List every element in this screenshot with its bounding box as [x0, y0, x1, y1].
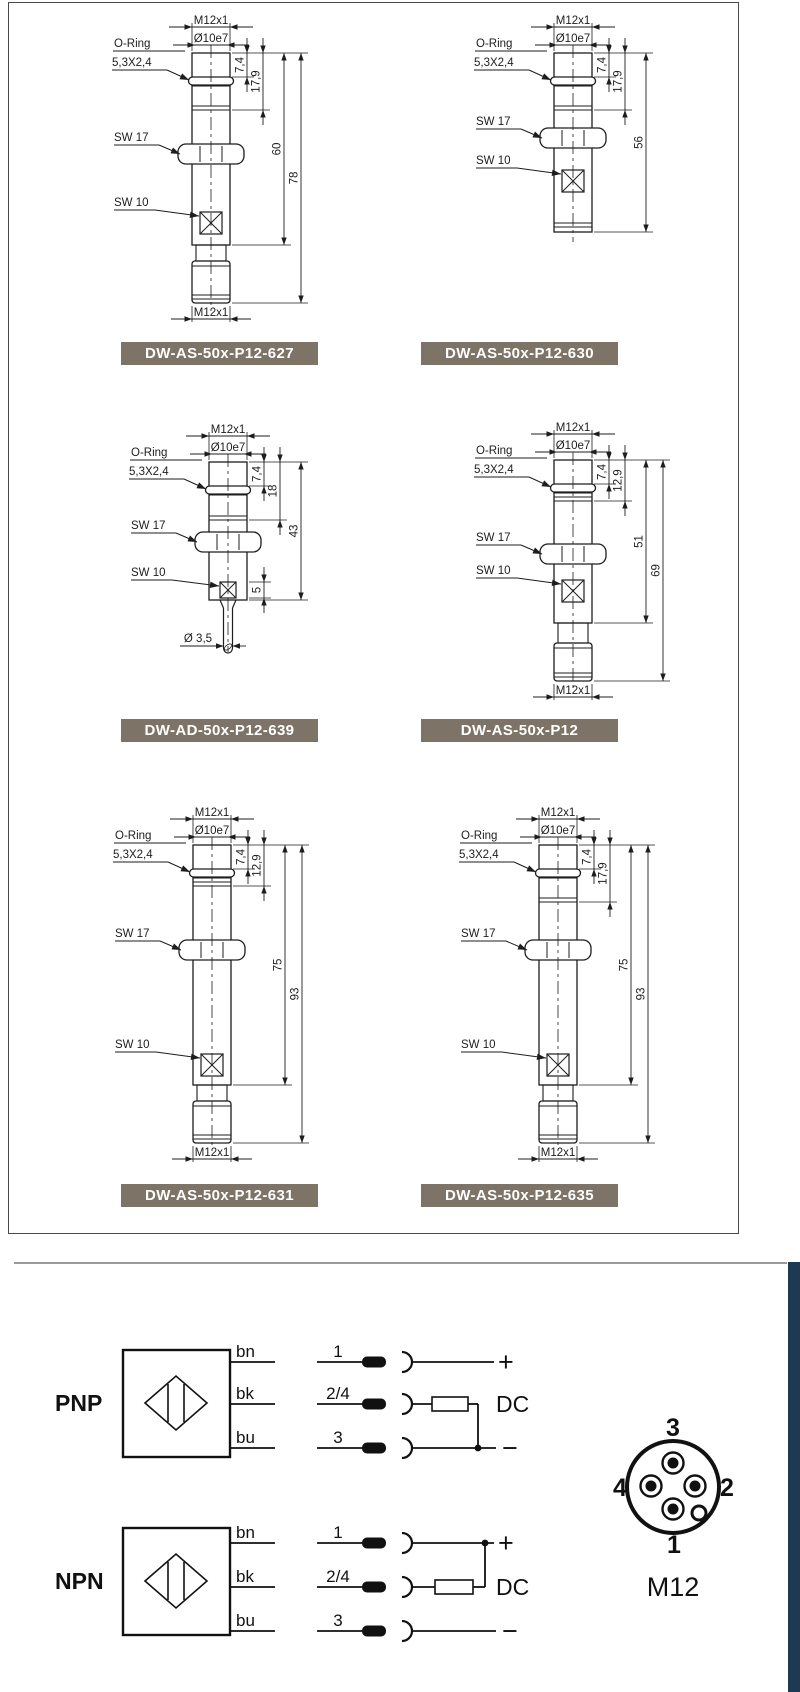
model-label-bar: DW-AS-50x-P12: [421, 719, 618, 742]
oring-label-2: 5,3X2,4: [459, 849, 499, 861]
cable-dia-label: Ø 3,5: [183, 633, 213, 645]
dim-label: 7,4: [234, 57, 247, 73]
dim-label: 93: [289, 987, 302, 1001]
crimp-contact-icon: [362, 1538, 386, 1549]
oring-label-1: O-Ring: [476, 445, 513, 457]
top-thread-label: M12x1: [540, 807, 576, 819]
dim-label: 17,9: [612, 70, 625, 93]
sw10-label: SW 10: [114, 197, 149, 209]
crimp-contact-icon: [362, 1626, 386, 1637]
model-label-bar: DW-AS-50x-P12-631: [121, 1184, 318, 1207]
sw17-label: SW 17: [131, 520, 166, 532]
top-thread-label: M12x1: [555, 422, 591, 434]
minus-sign: −: [502, 1433, 518, 1463]
dim-label: 7,4: [235, 849, 248, 865]
load-resistor-icon: [432, 1397, 468, 1411]
section-divider: [14, 1262, 787, 1264]
top-thread-label: M12x1: [210, 424, 246, 436]
wire-label-bk: bk: [236, 1384, 254, 1403]
keying-notch-icon: [692, 1506, 706, 1520]
pnp-wiring-diagram: [30, 1340, 560, 1470]
top-thread-label: M12x1: [555, 15, 591, 27]
wire-label-bn: bn: [236, 1523, 255, 1542]
crimp-contact-icon: [362, 1399, 386, 1410]
dim-label: 7,4: [581, 849, 594, 865]
dim-label: 78: [288, 171, 301, 185]
dim-label: 17,9: [597, 862, 610, 885]
oring-label-1: O-Ring: [461, 830, 498, 842]
sensor-symbol-icon: [145, 1554, 207, 1608]
crimp-contact-icon: [362, 1582, 386, 1593]
sw17-label: SW 17: [476, 532, 511, 544]
sw10-label: SW 10: [131, 567, 166, 579]
sensor-diagram-dw-as-50x-p12-631: [91, 745, 361, 1183]
sensor-diagram-dw-ad-50x-p12-639: [107, 382, 377, 717]
sw10-label: SW 10: [115, 1039, 150, 1051]
npn-wiring-diagram: [30, 1518, 560, 1648]
bottom-thread-label: M12x1: [555, 685, 591, 697]
crimp-contact-icon: [362, 1357, 386, 1368]
dim-label: 93: [635, 987, 648, 1001]
pin-1-label: 1: [667, 1531, 681, 1559]
pin-4-label: 4: [613, 1474, 627, 1502]
dim-label: 60: [271, 142, 284, 156]
socket-arc-icon: [402, 1621, 412, 1641]
sensor-box: [123, 1528, 230, 1635]
sw17-label: SW 17: [461, 928, 496, 940]
page-edge-strip: [788, 1262, 800, 1692]
model-label-bar: DW-AD-50x-P12-639: [121, 719, 318, 742]
npn-label: NPN: [55, 1568, 104, 1594]
model-label-bar: DW-AS-50x-P12-635: [421, 1184, 618, 1207]
model-label-bar: DW-AS-50x-P12-630: [421, 342, 618, 365]
top-thread-label: M12x1: [193, 15, 229, 27]
sw10-label: SW 10: [476, 155, 511, 167]
plus-sign: +: [498, 1528, 514, 1558]
oring-label-2: 5,3X2,4: [113, 849, 153, 861]
pin-3-label: 3: [666, 1414, 680, 1442]
connector-type-label: M12: [646, 1572, 700, 1602]
wire-label-bu: bu: [236, 1428, 255, 1447]
sw17-label: SW 17: [115, 928, 150, 940]
oring-label-1: O-Ring: [131, 447, 168, 459]
diameter-label: Ø10e7: [540, 825, 576, 837]
pin-number: 1: [333, 1523, 343, 1542]
oring-label-1: O-Ring: [114, 38, 151, 50]
pin-number: 3: [333, 1428, 343, 1447]
diameter-label: Ø10e7: [210, 442, 246, 454]
sensor-diagram-dw-as-50x-p12-630: [452, 4, 722, 340]
diameter-label: Ø10e7: [193, 33, 229, 45]
oring-label-2: 5,3X2,4: [129, 466, 169, 478]
dim-label: 5: [251, 586, 264, 594]
minus-sign: −: [502, 1616, 518, 1646]
sw10-label: SW 10: [461, 1039, 496, 1051]
model-label-bar: DW-AS-50x-P12-627: [121, 342, 318, 365]
oring-label-2: 5,3X2,4: [474, 57, 514, 69]
diameter-label: Ø10e7: [555, 440, 591, 452]
sw17-label: SW 17: [114, 132, 149, 144]
sw17-label: SW 17: [476, 116, 511, 128]
pin-2-label: 2: [720, 1474, 734, 1502]
oring-label-1: O-Ring: [476, 38, 513, 50]
socket-arc-icon: [402, 1352, 412, 1372]
pin-number: 1: [333, 1342, 343, 1361]
dim-label: 12,9: [251, 854, 264, 877]
pin-number: 2/4: [326, 1567, 350, 1586]
dim-label: 75: [272, 958, 285, 972]
dim-label: 51: [633, 535, 646, 548]
pnp-label: PNP: [55, 1390, 103, 1416]
bottom-thread-label: M12x1: [193, 307, 229, 319]
oring-label-2: 5,3X2,4: [474, 464, 514, 476]
diameter-label: Ø10e7: [555, 33, 591, 45]
bottom-thread-label: M12x1: [194, 1147, 230, 1159]
diameter-label: Ø10e7: [194, 825, 230, 837]
dc-label: DC: [496, 1391, 530, 1417]
socket-arc-icon: [402, 1533, 412, 1553]
dim-label: 17,9: [250, 70, 263, 93]
sensor-diagram-dw-as-50x-p12-635: [437, 745, 707, 1183]
wire-label-bu: bu: [236, 1611, 255, 1630]
pin-number: 2/4: [326, 1384, 350, 1403]
socket-arc-icon: [402, 1438, 412, 1458]
sw10-label: SW 10: [476, 565, 511, 577]
dim-label: 7,4: [596, 464, 609, 480]
pin-number: 3: [333, 1611, 343, 1630]
dim-label: 69: [650, 564, 663, 577]
dim-label: 43: [288, 524, 301, 538]
sensor-symbol-icon: [145, 1376, 207, 1430]
sensor-box: [123, 1350, 230, 1457]
wire-label-bk: bk: [236, 1567, 254, 1586]
dim-label: 7,4: [596, 57, 609, 73]
dc-label: DC: [496, 1574, 530, 1600]
dim-label: 18: [267, 484, 280, 498]
top-thread-label: M12x1: [194, 807, 230, 819]
wire-label-bn: bn: [236, 1342, 255, 1361]
oring-label-2: 5,3X2,4: [112, 57, 152, 69]
crimp-contact-icon: [362, 1443, 386, 1454]
dim-label: 12,9: [612, 469, 625, 492]
sensor-diagram-dw-as-50x-p12: [452, 382, 722, 717]
dim-label: 56: [633, 136, 646, 149]
m12-connector-pinout: [600, 1412, 770, 1612]
socket-arc-icon: [402, 1394, 412, 1414]
load-resistor-icon: [435, 1580, 473, 1594]
oring-label-1: O-Ring: [115, 830, 152, 842]
dim-label: 75: [618, 958, 631, 972]
sensor-diagram-dw-as-50x-p12-627: [90, 4, 360, 340]
bottom-thread-label: M12x1: [540, 1147, 576, 1159]
plus-sign: +: [498, 1347, 514, 1377]
dim-label: 7,4: [251, 466, 264, 482]
socket-arc-icon: [402, 1577, 412, 1597]
